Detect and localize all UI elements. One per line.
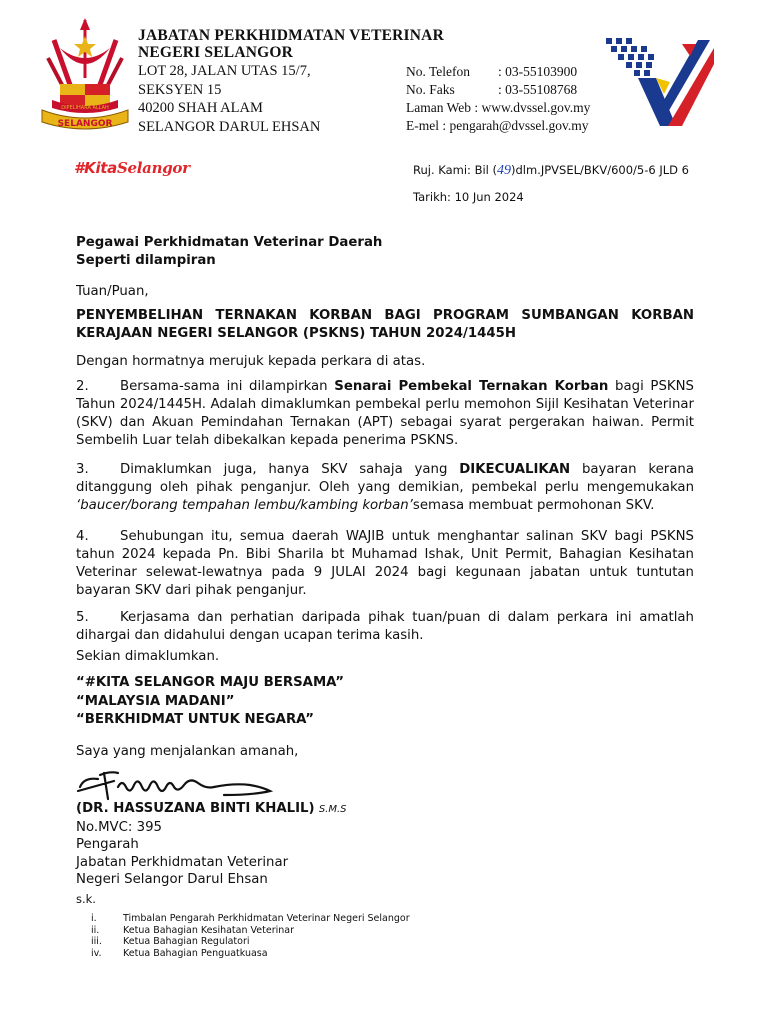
supplier-list-emphasis: Senarai Pembekal Ternakan Korban (334, 379, 609, 394)
ref-suffix: )dlm.JPVSEL/BKV/600/5-6 JLD 6 (511, 163, 689, 177)
letter-subject: PENYEMBELIHAN TERNAKAN KORBAN BAGI PROGRAM SUMBANGAN KORBAN KERAJAAN NEGERI SELANGOR (PSKNS) TAHUN 2024/1445H (76, 308, 694, 341)
telephone-value: : 03-55103900 (498, 64, 578, 79)
reference-number (413, 163, 689, 179)
paragraph-4 (76, 528, 694, 600)
paragraph-text: bayaran kerana ditanggung oleh pihak penganjur. Oleh yang demikian, pembekal perlu mengemukakan (76, 462, 694, 495)
paragraph-3 (76, 461, 694, 515)
fax-label: No. Faks (406, 82, 455, 97)
cc-item-number: ii. (91, 924, 100, 936)
letter-date: Tarikh: 10 Jun 2024 (413, 190, 524, 204)
closing-line: Sekian dimaklumkan. (76, 649, 220, 664)
paragraph-number: 4. (76, 529, 89, 544)
cc-item-number: iii. (91, 936, 102, 947)
telephone-label: No. Telefon (406, 64, 471, 79)
cc-item-text: Ketua Bahagian Penguatkuasa (123, 947, 268, 959)
paragraph-number: 5. (76, 610, 89, 625)
email-value[interactable]: : pengarah@dvssel.gov.my (442, 118, 589, 133)
paragraph-number: 3. (76, 462, 89, 477)
cc-item-text: Ketua Bahagian Kesihatan Veterinar (123, 924, 294, 936)
motto-line: “#KITA SELANGOR MAJU BERSAMA” (76, 675, 344, 690)
cc-item (91, 925, 410, 937)
ref-handwritten-number: 49 (497, 163, 512, 178)
paragraph-text: Dimaklumkan juga, hanya SKV sahaja yang (120, 462, 460, 477)
cc-item (91, 948, 410, 960)
ref-prefix: Ruj. Kami: Bil ( (413, 163, 498, 177)
signatory-title: Pengarah (76, 837, 139, 852)
organization-name (138, 27, 444, 61)
contact-block (406, 63, 590, 135)
website-value[interactable]: : www.dvssel.gov.my (474, 100, 591, 115)
email-label: E-mel (406, 118, 439, 133)
recipient-block (76, 234, 382, 270)
signatory-block (76, 800, 347, 889)
recipient-line: Seperti dilampiran (76, 253, 216, 268)
hashtag-prefix: #Kita (74, 159, 117, 177)
signatory-department: Negeri Selangor Darul Ehsan (76, 872, 268, 887)
cc-item-text: Ketua Bahagian Regulatori (123, 936, 250, 947)
paragraph-text: bagi PSKNS Tahun 2024/1445H. Adalah dimaklumkan pembekal perlu memohon Sijil Kesihatan Veterinar (SKV) dan Akuan Pemindahan Ternakan (APT) sebagai syarat pergerakan haiwan. Permit Sembelih Luar telah dibekalkan kepada penerima PSKNS. (76, 379, 694, 448)
paragraph-number: 2. (76, 379, 89, 394)
recipient-line: Pegawai Perkhidmatan Veterinar Daerah (76, 235, 383, 250)
kita-selangor-hashtag (74, 159, 190, 177)
address-line: SEKSYEN 15 (138, 81, 222, 98)
selangor-crest-logo (30, 18, 140, 136)
opening-line: Dengan hormatnya merujuk kepada perkara di atas. (76, 354, 426, 369)
cc-item-number: iv. (91, 947, 102, 959)
cc-item-number: i. (91, 913, 97, 924)
address-line: 40200 SHAH ALAM (138, 100, 263, 116)
paragraph-text: Bersama-sama ini dilampirkan (120, 379, 335, 394)
address-block (138, 62, 320, 136)
fax-value: : 03-55108768 (498, 82, 578, 97)
signatory-honorific: S.M.S (318, 804, 347, 815)
cc-list (91, 913, 410, 959)
signatory-department: Jabatan Perkhidmatan Veterinar (76, 854, 289, 870)
cc-item (91, 913, 410, 925)
paragraph-text: Sehubungan itu, semua daerah WAJIB untuk menghantar salinan SKV bagi PSKNS tahun 2024 kepada Pn. Bibi Sharila bt Muhamad Ishak, Unit Permit, Bahagian Kesihatan Veterinar selewat-lewatnya pada 9 JULAI 2024 bagi kegunaan jabatan untuk tuntutan bayaran SKV dari pihak penganjur. (76, 529, 694, 598)
hashtag-suffix: Selangor (117, 159, 190, 177)
website-label: Laman Web (406, 100, 472, 115)
motto-block (76, 674, 344, 730)
salutation: Tuan/Puan, (76, 284, 149, 299)
address-line: SELANGOR DARUL EHSAN (138, 118, 321, 135)
motto-line: “BERKHIDMAT UNTUK NEGARA” (76, 712, 314, 727)
crest-ribbon-text: SELANGOR (57, 119, 113, 129)
mvc-number: No.MVC: 395 (76, 819, 163, 835)
exempted-emphasis: DIKECUALIKAN (459, 462, 571, 477)
voucher-italic: ‘baucer/borang tempahan lembu/kambing korban’ (76, 498, 413, 513)
crest-banner-text: DIPELIHARA ALLAH (61, 105, 109, 111)
org-name-line1: JABATAN PERKHIDMATAN VETERINAR (138, 27, 444, 44)
org-name-line2: NEGERI SELANGOR (138, 44, 294, 61)
paragraph-5 (76, 609, 694, 645)
cc-item-text: Timbalan Pengarah Perkhidmatan Veterinar Negeri Selangor (123, 913, 410, 924)
cc-label: s.k. (76, 892, 96, 906)
flag-swoosh-logo (598, 34, 716, 130)
address-line: LOT 28, JALAN UTAS 15/7, (138, 63, 311, 79)
paragraph-text: semasa membuat permohonan SKV. (412, 498, 655, 513)
cc-item (91, 936, 410, 948)
trust-statement: Saya yang menjalankan amanah, (76, 744, 299, 759)
motto-line: “MALAYSIA MADANI” (76, 693, 235, 709)
paragraph-text: Kerjasama dan perhatian daripada pihak tuan/puan di dalam perkara ini amatlah dihargai dan didahului dengan ucapan terima kasih. (76, 610, 694, 643)
signatory-name: (DR. HASSUZANA BINTI KHALIL) (76, 801, 315, 816)
paragraph-2 (76, 378, 694, 450)
